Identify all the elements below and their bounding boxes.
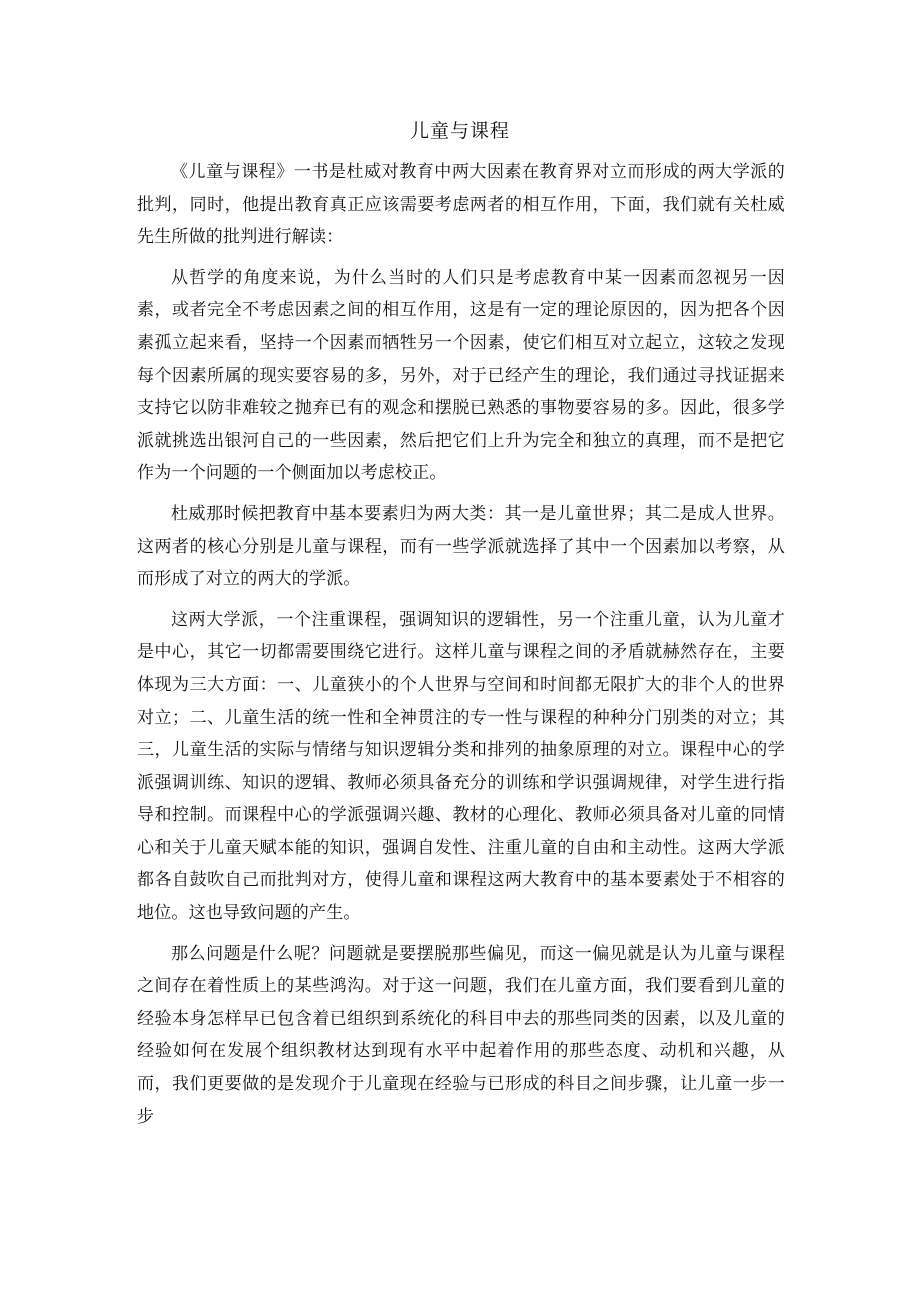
paragraph-3: 杜威那时候把教育中基本要素归为两大类：其一是儿童世界；其二是成人世界。这两者的核心分别是儿童与课程，而有一些学派就选择了其中一个因素加以考察，从而形成了对立的两大的学派。 [137, 503, 785, 590]
paragraph-2: 从哲学的角度来说，为什么当时的人们只是考虑教育中某一因素而忽视另一因素，或者完全不考虑因素之间的相互作用，这是有一定的理论原因的，因为把各个因素孤立起来看，坚持一个因素而牺牲另一个因素，使它们相互对立起立，这较之发现每个因素所属的现实要容易的多，另外，对于已经产生的理论，我们通过寻找证据来支持它以防非难较之抛弃已有的观念和摆脱已熟悉的事物要容易的多。因此，很多学派就挑选出银河自己的一些因素，然后把它们上升为完全和独立的真理，而不是把它作为一个问题的一个侧面加以考虑校正。 [137, 267, 785, 484]
document-body [137, 156, 785, 1141]
paragraph-5: 那么问题是什么呢？问题就是要摆脱那些偏见，而这一偏见就是认为儿童与课程之间存在着性质上的某些鸿沟。对于这一问题，我们在儿童方面，我们要看到儿童的经验本身怎样早已包含着已组织到系统化的科目中去的那些同类的因素，以及儿童的经验如何在发展个组织教材达到现有水平中起着作用的那些态度、动机和兴趣，从而，我们更要做的是发现介于儿童现在经验与已形成的科目之间步骤，让儿童一步一步 [137, 943, 785, 1127]
document-title: 儿童与课程 [409, 120, 510, 142]
paragraph-1: 《儿童与课程》一书是杜威对教育中两大因素在教育界对立而形成的两大学派的批判，同时，他提出教育真正应该需要考虑两者的相互作用，下面，我们就有关杜威先生所做的批判进行解读： [137, 162, 785, 248]
paragraph-4: 这两大学派，一个注重课程，强调知识的逻辑性，另一个注重儿童，认为儿童才是中心，其它一切都需要围绕它进行。这样儿童与课程之间的矛盾就赫然存在，主要体现为三大方面：一、儿童狭小的个人世界与空间和时间都无限扩大的非个人的世界对立；二、儿童生活的统一性和全神贯注的专一性与课程的种种分门别类的对立；其三，儿童生活的实际与情绪与知识逻辑分类和排列的抽象原理的对立。课程中心的学派强调训练、知识的逻辑、教师必须具备充分的训练和学识强调规律，对学生进行指导和控制。而课程中心的学派强调兴趣、教材的心理化、教师必须具备对儿童的同情心和关于儿童天赋本能的知识，强调自发性、注重儿童的自由和主动性。这两大学派都各自鼓吹自己而批判对方，使得儿童和课程这两大教育中的基本要素处于不相容的地位。这也导致问题的产生。 [137, 609, 785, 924]
